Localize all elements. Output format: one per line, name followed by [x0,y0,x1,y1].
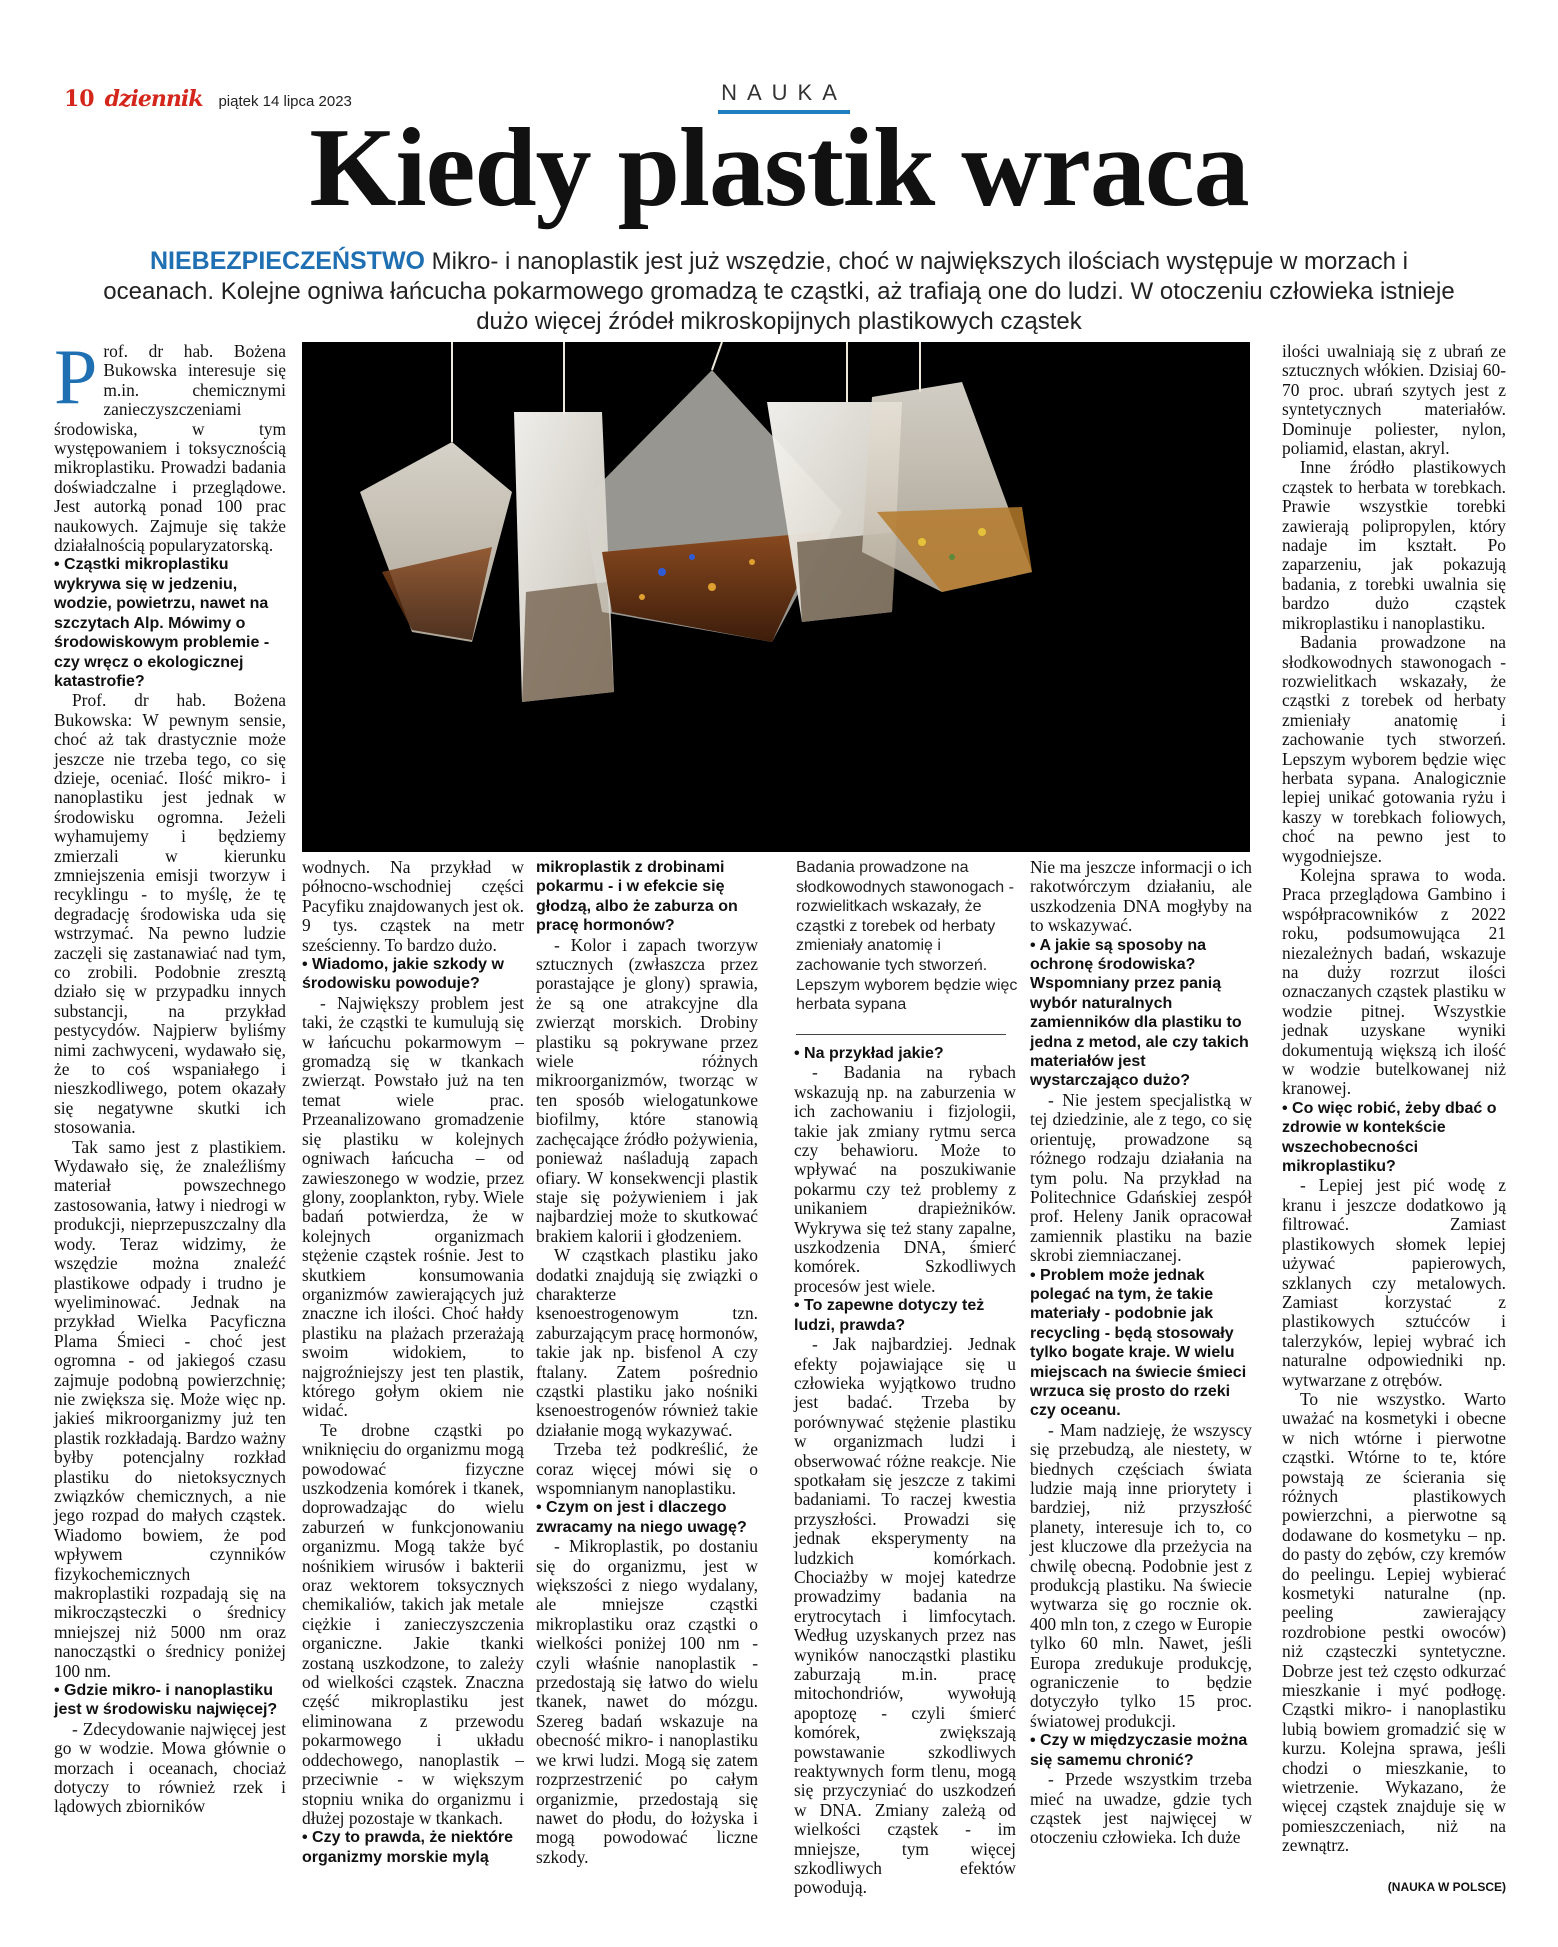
answer-paragraph: - Badania na rybach wskazują np. na zaburzenia w ich zachowaniu i fizjologii, takie jak zmiany rytmu serca czy behawioru. Może to wpływać na poszukiwanie pokarmu czy też problemy z unikaniem drapieżników. Wykrywa się też stany zapalne, uszkodzenia DNA, śmierć komórek. Szkodliwych procesów jest wiele. [794,1062,1016,1296]
answer-paragraph: - Zdecydowanie najwięcej jest go w wodzie. Mowa głównie o morzach i oceanach, chociaż dotyczy to również rzek i lądowych zbiorników [54,1718,286,1817]
column-4 [794,1044,1016,1898]
paragraph: Te drobne cząstki po wniknięciu do organizmu mogą powodować fizyczne uszkodzenia komórek i tkanek, doprowadzając do wielu zaburzeń w funkcjonowaniu organizmu. Mogą także być nośnikiem wirusów i bakterii oraz wektorem toksycznych chemikaliów, takich jak metale ciężkie i zanieczyszczenia organiczne. Jakie tkanki zostaną uszkodzone, to zależy od wielkości cząstek. Znaczna część mikroplastiku jest eliminowana z przewodu pokarmowego i układu oddechowego, nanoplastik – przeciwnie - w większym stopniu wnika do organizmu i dłużej pozostaje w tkankach. [302,1419,524,1828]
paragraph: Nie ma jeszcze informacji o ich rakotwórczym działaniu, ale uszkodzenia DNA mogłyby na to wskazywać. [1030,857,1252,936]
source-credit: (NAUKA W POLSCE) [1387,1880,1506,1894]
answer-paragraph: - Jak najbardziej. Jednak efekty pojawiające się u człowieka wyjątkowo trudno jest badać. Trzeba by porównywać stężenie plastiku w organizmach ludzi i obserwować różne reakcje. Nie spotkałam się jeszcze z takimi badaniami. To raczej kwestia przyszłości. Prowadzi się jednak eksperymenty na ludzkich komórkach. Chociażby w mojej katedrze prowadzimy badania na erytrocytach i limfocytach. Według uzyskanych przez nas wyników nanocząstki plastiku zaburzają m.in. pracę mitochondriów, wywołują apoptozę - czyli śmierć komórek, zwiększają powstawanie szkodliwych reaktywnych form tlenu, mogą się przyczyniać do uszkodzeń w DNA. Zmiany zależą od wielkości cząstek - im mniejsze, tym więcej szkodliwych efektów powodują. [794,1334,1016,1898]
pull-quote-rule [796,1034,1006,1035]
question: mikroplastik z drobinami pokarmu - i w efekcie się głodzą, albo że zaburza on pracę hormonów? [536,859,738,935]
tea-bags-illustration [302,342,1250,852]
page-number: 10 [64,86,95,112]
question: • To zapewne dotyczy też ludzi, prawda? [794,1297,985,1334]
column-5 [1030,858,1252,1848]
pull-quote: Badania prowadzone na słodkowodnych stawonogach - rozwielitkach wskazały, że cząstki z torebek od herbaty zmieniały anatomię i zachowanie tych stworzeń. Lepszym wyborem będzie więc herbata sypana [796,859,1018,1014]
tea-bag-5 [862,382,1032,592]
answer-paragraph: - Przede wszystkim trzeba mieć na uwadze, gdzie tych cząstek jest najwięcej w otoczeniu człowieka. Ich duże [1030,1769,1252,1848]
section-label: NAUKA [721,80,847,105]
intro-paragraph [54,333,286,556]
question: • Czym on jest i dlaczego zwracamy na niego uwagę? [536,1499,747,1536]
question: • Problem może jednak polegać na tym, że takie materiały - podobnie jak recycling - będą stosowały tylko bogate kraje. W wielu miejscach na świecie śmieci wrzuca się prosto do rzeki czy oceanu. [1030,1266,1247,1420]
paragraph: ilości uwalniają się z ubrań ze sztucznych włókien. Dzisiaj 60-70 proc. ubrań szytych jest z syntetycznych materiałów. Dominuje poliester, nylon, poliamid, elastan, akryl. [1282,341,1506,459]
headline: Kiedy plastik wraca [309,106,1249,230]
paragraph: Tak samo jest z plastikiem. Wydawało się, że znaleźliśmy materiał powszechnego zastosowania, łatwy i niedrogi w produkcji, nieprzepuszczalny dla wody. Teraz widzimy, że wszędzie można znaleźć plastikowe odpady i trudno je wyeliminować. Jednak na przykład Wielka Pacyficzna Plama Śmieci - choć jest ogromna - od jakiegoś czasu zajmuje podobną powierzchnię; nie zwiększa się. Może więc np. jakieś mikroorganizmy już ten plastik rozkładają. Bardzo ważny byłby potencjalny rozkład plastiku do nietoksycznych związków chemicznych, a nie jego rozpad do małych cząstek. Wiadomo bowiem, że pod wpływem czynników fizykochemicznych makroplastiki rozpadają się na mikrocząsteczki o średnicy mniejszej niż 5000 nm oraz nanocząstki o średnicy poniżej 100 nm. [54,1136,286,1681]
answer-paragraph: - Mam nadzieję, że wszyscy się przebudzą, ale niestety, w biednych częściach świata ludzie mają inne priorytety i bardziej, niż przyszłość planety, interesuje ich to, co jest kluczowe dla przeżycia na chwilę obecną. Podobnie jest z produkcją plastiku. Na świecie wytwarza się go rocznie ok. 400 mln ton, z czego w Europie tylko 60 mln. Nawet, jeśli Europa zredukuje produkcję, ograniczenie to będzie dotyczyło tylko 15 proc. światowej produkcji. [1030,1419,1252,1731]
column-1 [54,333,286,1817]
paragraph: Trzeba też podkreślić, że coraz więcej mówi się o wspomnianym nanoplastiku. [536,1439,758,1498]
paragraph: Badania prowadzone na słodkowodnych stawonogach - rozwielitkach wskazały, że cząstki z torebek od herbaty zmieniały anatomię i zachowanie tych stworzeń. Lepszym wyborem będzie więc herbata sypana. Analogicznie lepiej unikać gotowania ryżu i kaszy w torebkach foliowych, choć na pewno jest to wygodniejsze. [1282,632,1506,866]
answer-paragraph: - Kolor i zapach tworzyw sztucznych (zwłaszcza przez porastające je glony) sprawia, że są one atrakcyjne dla zwierząt morskich. Drobiny plastiku są pokrywane przez wiele różnych mikroorganizmów, tworząc w ten sposób wielogatunkowe biofilmy, które stanowią zachęcające źródło pożywienia, ponieważ naśladują zapach ofiary. W konsekwencji plastik staje się pożywieniem i jak najbardziej może to skutkować brakiem kalorii i głodzeniem. [536,934,758,1246]
answer-paragraph: - Największy problem jest taki, że cząstki te kumulują się w łańcuchu pokarmowym – gromadzą się w tkankach zwierząt. Powstało już na ten temat wiele prac. Przeanalizowano gromadzenie się plastiku w kolejnych ogniwach łańcucha – od zawieszonego w wodzie, przez glony, zooplankton, ryby. Wiele badań potwierdza, że w kolejnych organizmach stężenie cząstek rośnie. Jest to skutkiem konsumowania organizmów zawierających już znaczne ich ilości. Choć hałdy plastiku na plażach przerażają swoim widokiem, to najgroźniejszy jest ten plastik, którego gołym okiem nie widać. [302,992,524,1421]
paragraph: W cząstkach plastiku jako dodatki znajdują się związki o charakterze ksenoestrogenowym tzn. zaburzającym pracę hormonów, takie jak np. bisfenol A czy ftalany. Zatem pośrednio cząstki plastiku jako nośniki ksenoestrogenów również takie działanie mogą wykazywać. [536,1245,758,1440]
paragraph: wodnych. Na przykład w północno-wschodniej części Pacyfiku znajdowanych jest ok. 9 tys. cząstek na metr sześcienny. To bardzo dużo. [302,857,524,955]
lead-kicker: NIEBEZPIECZEŃSTWO [149,247,425,275]
answer-paragraph: - Nie jestem specjalistką w tej dziedzinie, ale z tego, co się orientuję, prowadzone są różnego rodzaju działania na tym polu. Na przykład na Politechnice Gdańskiej zespół prof. Heleny Janik opracował zamiennik plastiku na bazie skrobi ziemniaczanej. [1030,1089,1252,1266]
intro-text: rof. dr hab. Bożena Bukowska interesuje się m.in. chemicznymi zanieczyszczeniami środowiska, w tym występowaniem i toksycznością mikroplastiku. Prowadzi badania doświadczalne i przeglądowe. Jest autorką ponad 100 prac naukowych. Zajmuje się także działalnością popularyzatorską. [54,341,286,556]
column-3 [536,858,758,1867]
question: • Wiadomo, jakie szkody w środowisku powoduje? [302,956,504,993]
answer-paragraph: - Lepiej jest pić wodę z kranu i jeszcze dodatkowo ją filtrować. Zamiast plastikowych słomek lepiej używać papierowych, szklanych czy metalowych. Zamiast korzystać z plastikowych sztućców i talerzyków, lepiej wybrać ich naturalne odpowiedniki np. wytwarzane z otrębów. [1282,1175,1506,1390]
answer-paragraph: - Mikroplastik, po dostaniu się do organizmu, jest w większości z niego wydalany, ale mniejsze cząstki mikroplastiku oraz cząstki o wielkości poniżej 100 nm - czyli właśnie nanoplastik - przedostają się łatwo do wielu tkanek, nawet do mózgu. Szereg badań wskazuje na obecność mikro- i nanoplastiku we krwi ludzi. Mogą się zatem rozprzestrzenić po całym organizmie, przedostają się nawet do płodu, do łożyska i mogą powodować liczne szkody. [536,1536,758,1867]
lead-text: Mikro- i nanoplastik jest już wszędzie, choć w największych ilościach występuje w morzach i oceanach. Kolejne ogniwa łańcucha pokarmowego gromadzą te cząstki, aż trafiają one do ludzi. W otoczeniu człowieka istnieje dużo więcej źródeł mikroskopijnych plastikowych cząstek [103,248,1455,335]
brand-logo: dziennik [104,86,203,112]
question: • Czy to prawda, że niektóre organizmy morskie mylą [302,1829,513,1866]
issue-date: piątek 14 lipca 2023 [218,93,352,110]
question: • A jakie są sposoby na ochronę środowiska? Wspomniany przez panią wybór naturalnych zamienników dla plastiku to jedna z metod, ale czy takich materiałów jest wystarczająco dużo? [1030,936,1249,1090]
answer-paragraph: Prof. dr hab. Bożena Bukowska: W pewnym sensie, choć aż tak drastycznie może jeszcze nie trzeba tego, co się dzieje, oceniać. Ilość mikro- i nanoplastiku jest jednak w środowisku ogromna. Jeżeli wyhamujemy i będziemy zmierzali w kierunku zmniejszenia emisji tworzyw i recyklingu - to myślę, że tę degradację środowiska uda się wstrzymać. Na pewno ludzie zaczęli się zastanawiać nad tym, co zrobili. Podobnie zresztą działo się w przypadku innych substancji, na przykład pestycydów. Najpierw byliśmy nimi zachwyceni, wydawało się, że to coś wspaniałego i nieszkodliwego, potem okazały się negatywne skutki ich stosowania. [54,690,286,1138]
question: • Cząstki mikroplastiku wykrywa się w jedzeniu, wodzie, powietrzu, nawet na szczytach Alp. Mówimy o środowiskowym problemie - czy wręcz o ekologicznej katastrofie? [54,556,270,690]
tea-bag-1 [360,442,512,642]
paragraph: Inne źródło plastikowych cząstek to herbata w torebkach. Prawie wszystkie torebki zawierają polipropylen, który nadaje im kształt. Po zaparzeniu, jak pokazują badania, z torebki uwalnia się bardzo dużo cząstek mikroplastiku i nanoplastiku. [1282,457,1506,633]
paragraph: To nie wszystko. Warto uważać na kosmetyki i obecne w nich wtórne i pierwotne cząstki. Wtórne to te, które powstają ze ścierania się różnych plastikowych powierzchni, a pierwotne są dodawane do kosmetyku – np. do pasty do zębów, czy kremów do peelingu. Lepiej wybierać kosmetyki naturalne (np. peeling zawierający rozdrobione pestki owoców) niż cząsteczki syntetyczne. Dobrze jest też często odkurzać mieszkanie i myć podłogę. Cząstki mikro- i nanoplastiku lubią bowiem gromadzić się w kurzu. Kolejna sprawa, jeśli chodzi o mieszkanie, to wietrzenie. Wykazano, że więcej cząstek znajduje się w pomieszczeniach, niż na zewnątrz. [1282,1388,1506,1856]
question: • Czy w międzyczasie można się samemu chronić? [1030,1732,1248,1769]
question: • Co więc robić, żeby dbać o zdrowie w kontekście wszechobecności mikroplastiku? [1282,1099,1497,1176]
lead [100,246,1458,337]
column-6 [1282,342,1506,1856]
column-2 [302,858,524,1867]
drop-cap: P [54,333,98,420]
question: • Na przykład jakie? [794,1045,944,1062]
tea-bags-photo [302,342,1250,852]
question: • Gdzie mikro- i nanoplastiku jest w środowisku najwięcej? [54,1682,278,1719]
paragraph: Kolejna sprawa to woda. Praca przeglądowa Gambino i współpracowników z 2022 roku, podsumowująca 21 niezależnych badań, wskazuje na duży rozrzut ilości oznaczanych cząstek plastiku w wodzie pitnej. Wszystkie jednak uzyskane wyniki dokumentują większą ich ilość w wodzie butelkowanej niż kranowej. [1282,864,1506,1099]
